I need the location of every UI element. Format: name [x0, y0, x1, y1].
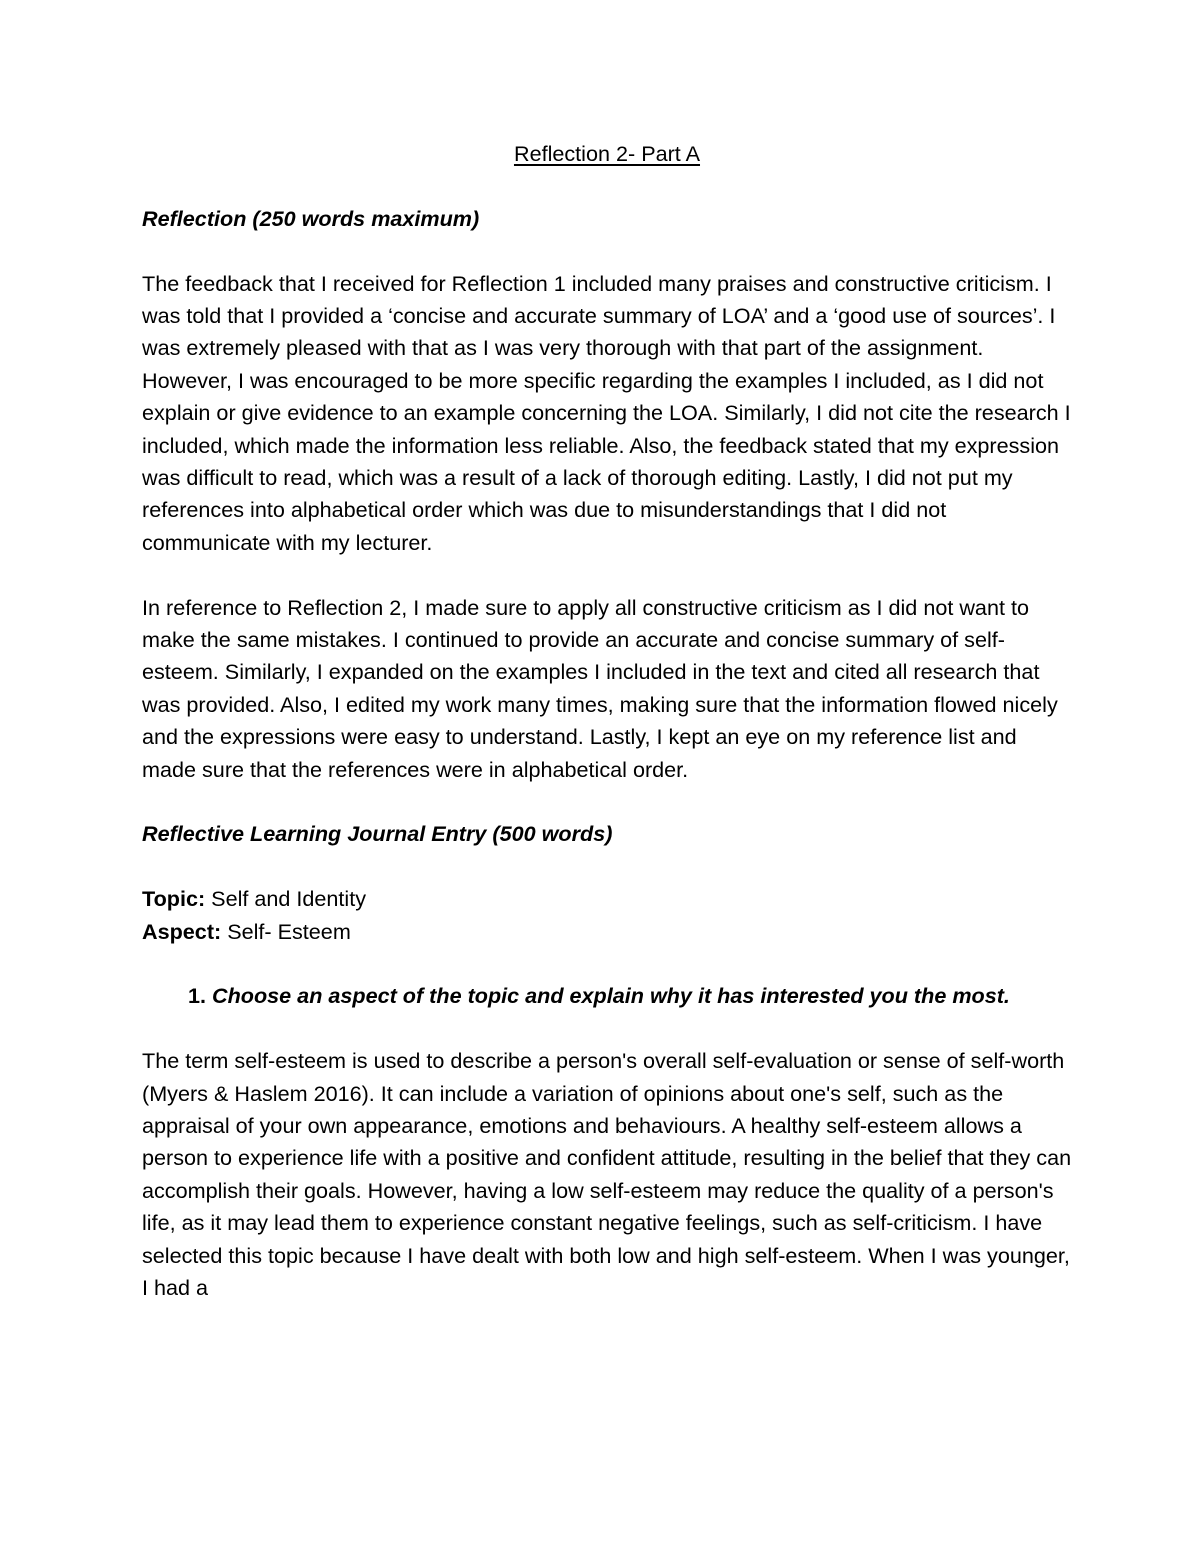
- spacer: [142, 948, 1072, 980]
- spacer: [142, 851, 1072, 883]
- spacer: [142, 786, 1072, 818]
- reflection-paragraph-2: In reference to Reflection 2, I made sure to apply all constructive criticism as I did not want to make the same mistakes. I continued to provide an accurate and concise summary of self-esteem. Similarly, I expanded on the examples I included in the text and cited all research that was provided. Also, I edited my work many times, making sure that the information flowed nicely and the expressions were easy to understand. Lastly, I kept an eye on my reference list and made sure that the references were in alphabetical order.: [142, 594, 1058, 782]
- spacer: [142, 1013, 1072, 1045]
- question-list: [142, 980, 1072, 1012]
- spacer: [142, 235, 1072, 267]
- topic-label: Topic:: [142, 886, 206, 912]
- reflection-paragraph-1: The feedback that I received for Reflection 1 included many praises and constructive criticism. I was told that I provided a ‘concise and accurate summary of LOA’ and a ‘good use of sources’. I was extremely pleased with that as I was very thorough with that part of the assignment. However, I was encouraged to be more specific regarding the examples I included, as I did not explain or give evidence to an example concerning the LOA. Similarly, I did not cite the research I included, which made the information less reliable. Also, the feedback stated that my expression was difficult to read, which was a result of a lack of thorough editing. Lastly, I did not put my references into alphabetical order which was due to misunderstandings that I did not communicate with my lecturer.: [142, 270, 1071, 555]
- aspect-value: Self- Esteem: [221, 918, 351, 944]
- topic-line: [142, 883, 1072, 915]
- document-body: [142, 138, 1072, 1305]
- aspect-line: [142, 916, 1072, 948]
- journal-paragraph-1: The term self-esteem is used to describe a person's overall self-evaluation or sense of self-worth (Myers & Haslem 2016). It can include a variation of opinions about one's self, such as the appraisal of your own appearance, emotions and behaviours. A healthy self-esteem allows a person to experience life with a positive and confident attitude, resulting in the belief that they can accomplish their goals. However, having a low self-esteem may reduce the quality of a person's life, as it may lead them to experience constant negative feelings, such as self-criticism. I have selected this topic because I have dealt with both low and high self-esteem. When I was younger, I had a: [142, 1048, 1072, 1301]
- spacer: [142, 559, 1072, 591]
- aspect-label: Aspect:: [142, 918, 222, 944]
- page-title: Reflection 2- Part A: [513, 141, 701, 166]
- question-1: 1. Choose an aspect of the topic and explain why it has interested you the most.: [212, 980, 1072, 1012]
- topic-value: Self and Identity: [205, 886, 367, 912]
- section-heading-journal: Reflective Learning Journal Entry (500 words): [142, 821, 613, 847]
- section-heading-reflection: Reflection (250 words maximum): [142, 205, 480, 231]
- spacer: [142, 170, 1072, 202]
